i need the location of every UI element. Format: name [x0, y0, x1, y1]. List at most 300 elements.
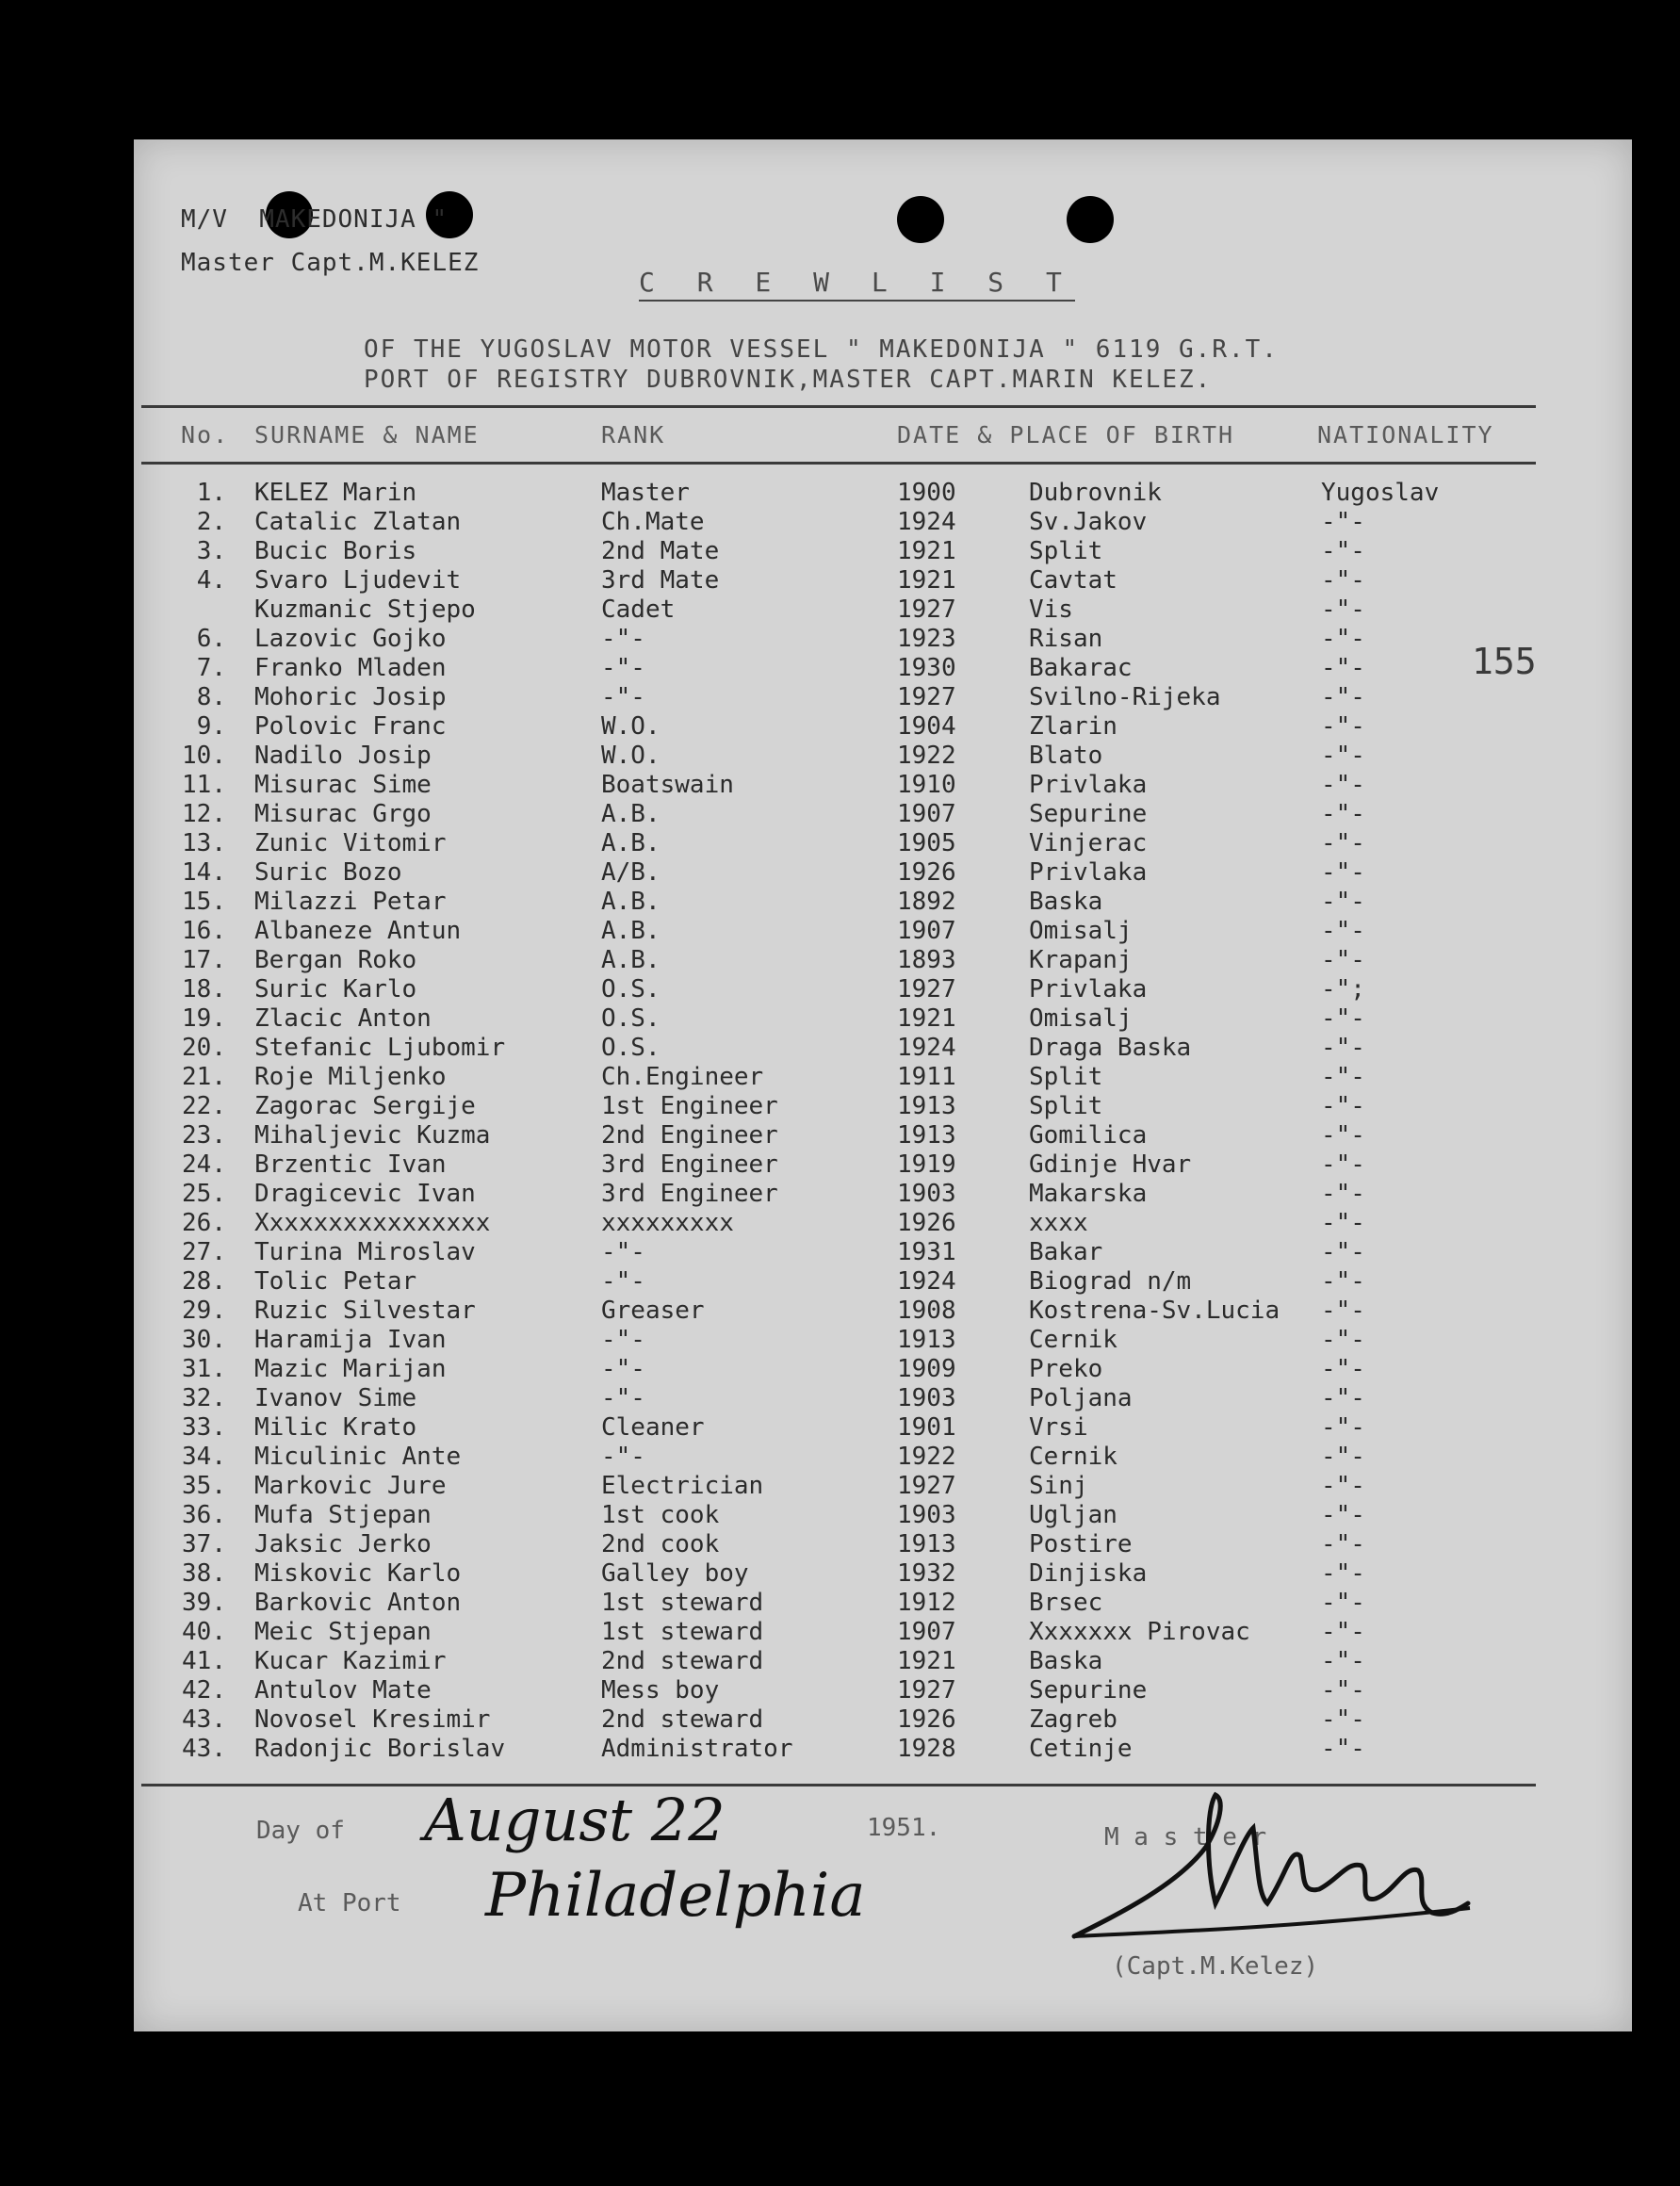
crew-nationality: -"-: [1321, 1150, 1365, 1179]
crew-rank: 2nd steward: [601, 1647, 764, 1675]
crew-birth-place: Kostrena-Sv.Lucia: [1029, 1297, 1280, 1325]
crew-rank: Administrator: [601, 1735, 793, 1763]
crew-no: 17.: [182, 946, 226, 974]
crew-birth-year: 1921: [897, 1004, 956, 1033]
crew-row: [0, 917, 1680, 946]
crew-birth-place: Cernik: [1029, 1443, 1117, 1471]
crew-name: Zagorac Sergije: [254, 1092, 476, 1120]
crew-birth-year: 1924: [897, 1267, 956, 1296]
year-label: 1951.: [867, 1814, 941, 1842]
crew-birth-year: 1904: [897, 712, 956, 741]
crew-row: [0, 595, 1680, 625]
crew-rank: -"-: [601, 625, 645, 653]
crew-name: KELEZ Marin: [254, 479, 417, 507]
crew-name: Markovic Jure: [254, 1472, 447, 1500]
crew-nationality: -"-: [1321, 1063, 1365, 1091]
crew-rank: Cleaner: [601, 1413, 705, 1442]
crew-birth-place: Bakar: [1029, 1238, 1103, 1266]
crew-nationality: -"-: [1321, 1676, 1365, 1705]
crew-no: 37.: [182, 1530, 226, 1558]
crew-nationality: -"-: [1321, 1501, 1365, 1529]
crew-no: 40.: [182, 1618, 226, 1646]
crew-rank: Master: [601, 479, 690, 507]
crew-nationality: -"-: [1321, 1092, 1365, 1120]
crew-nationality: -"-: [1321, 742, 1365, 770]
crew-birth-place: Gdinje Hvar: [1029, 1150, 1192, 1179]
crew-birth-year: 1905: [897, 829, 956, 857]
crew-birth-place: Bakarac: [1029, 654, 1133, 682]
crew-row: [0, 771, 1680, 800]
crew-no: 33.: [182, 1413, 226, 1442]
crew-birth-year: 1922: [897, 742, 956, 770]
crew-nationality: -"-: [1321, 1384, 1365, 1412]
crew-name: Ivanov Sime: [254, 1384, 417, 1412]
crew-birth-place: Split: [1029, 1063, 1103, 1091]
crew-nationality: -"-: [1321, 888, 1365, 916]
crew-rank: Mess boy: [601, 1676, 720, 1705]
crew-nationality: -"-: [1321, 917, 1365, 945]
crew-birth-year: 1910: [897, 771, 956, 799]
crew-no: 18.: [182, 975, 226, 1003]
crew-name: Xxxxxxxxxxxxxxxx: [254, 1209, 491, 1237]
crew-birth-year: 1908: [897, 1297, 956, 1325]
crew-birth-place: Ugljan: [1029, 1501, 1117, 1529]
crew-no: 2.: [196, 508, 226, 536]
crew-no: 3.: [196, 537, 226, 565]
crew-row: [0, 946, 1680, 975]
crew-nationality: -"-: [1321, 1326, 1365, 1354]
handwritten-port: Philadelphia: [485, 1861, 866, 1931]
crew-birth-year: 1919: [897, 1150, 956, 1179]
crew-name: Meic Stjepan: [254, 1618, 432, 1646]
crew-row: [0, 1297, 1680, 1326]
crew-name: Barkovic Anton: [254, 1589, 462, 1617]
crew-rank: A/B.: [601, 858, 661, 887]
crew-rank: O.S.: [601, 975, 661, 1003]
crew-no: 19.: [182, 1004, 226, 1033]
crew-birth-place: Sepurine: [1029, 800, 1148, 828]
crew-no: 6.: [196, 625, 226, 653]
crew-nationality: -"-: [1321, 683, 1365, 711]
crew-nationality: -"-: [1321, 566, 1365, 595]
crew-rank: Cadet: [601, 595, 676, 624]
crew-name: Mazic Marijan: [254, 1355, 447, 1383]
crew-no: 31.: [182, 1355, 226, 1383]
crew-no: 16.: [182, 917, 226, 945]
crew-no: 21.: [182, 1063, 226, 1091]
crew-birth-place: Preko: [1029, 1355, 1103, 1383]
crew-no: 13.: [182, 829, 226, 857]
crew-nationality: -"-: [1321, 1413, 1365, 1442]
crew-birth-year: 1911: [897, 1063, 956, 1091]
crew-no: 32.: [182, 1384, 226, 1412]
crew-name: Brzentic Ivan: [254, 1150, 447, 1179]
crew-no: 1.: [196, 479, 226, 507]
punch-hole: [1067, 196, 1114, 243]
crew-birth-year: 1913: [897, 1092, 956, 1120]
crew-no: 11.: [182, 771, 226, 799]
crew-name: Miskovic Karlo: [254, 1559, 462, 1588]
port-of-registry: PORT OF REGISTRY DUBROVNIK,MASTER CAPT.MARIN KELEZ.: [364, 366, 1213, 394]
crew-nationality: Yugoslav: [1321, 479, 1440, 507]
crew-row: [0, 625, 1680, 654]
crew-birth-place: Privlaka: [1029, 975, 1148, 1003]
crew-rank: O.S.: [601, 1034, 661, 1062]
crew-rank: Ch.Mate: [601, 508, 705, 536]
crew-no: 22.: [182, 1092, 226, 1120]
crew-row: [0, 1384, 1680, 1413]
crew-row: [0, 1413, 1680, 1443]
crew-row: [0, 683, 1680, 712]
crew-rank: A.B.: [601, 888, 661, 916]
crew-name: Suric Bozo: [254, 858, 402, 887]
crew-birth-year: 1926: [897, 1705, 956, 1734]
crew-name: Polovic Franc: [254, 712, 447, 741]
crew-row: [0, 1326, 1680, 1355]
crew-no: 20.: [182, 1034, 226, 1062]
crew-rank: A.B.: [601, 917, 661, 945]
crew-no: 14.: [182, 858, 226, 887]
crew-no: 39.: [182, 1589, 226, 1617]
crew-rank: 3rd Engineer: [601, 1180, 778, 1208]
crew-birth-year: 1931: [897, 1238, 956, 1266]
crew-row: [0, 1443, 1680, 1472]
crew-birth-place: Privlaka: [1029, 771, 1148, 799]
crew-rank: -"-: [601, 1355, 645, 1383]
crew-name: Albaneze Antun: [254, 917, 462, 945]
column-header-birth: DATE & PLACE OF BIRTH: [897, 421, 1235, 449]
crew-nationality: -"-: [1321, 1618, 1365, 1646]
crew-birth-year: 1907: [897, 800, 956, 828]
crew-birth-year: 1912: [897, 1589, 956, 1617]
crew-row: [0, 1676, 1680, 1705]
crew-rank: 1st steward: [601, 1618, 764, 1646]
crew-no: 29.: [182, 1297, 226, 1325]
crew-nationality: -"-: [1321, 1705, 1365, 1734]
crew-nationality: -"-: [1321, 508, 1365, 536]
crew-rank: -"-: [601, 683, 645, 711]
crew-no: 35.: [182, 1472, 226, 1500]
crew-name: Miculinic Ante: [254, 1443, 462, 1471]
crew-nationality: -"-: [1321, 771, 1365, 799]
day-label: Day of: [256, 1817, 345, 1845]
column-header-rank: RANK: [601, 421, 666, 449]
crew-birth-year: 1930: [897, 654, 956, 682]
crew-rank: Ch.Engineer: [601, 1063, 764, 1091]
crew-no: 43.: [182, 1735, 226, 1763]
crew-row: [0, 800, 1680, 829]
crew-no: 25.: [182, 1180, 226, 1208]
crew-birth-year: 1927: [897, 683, 956, 711]
crew-rank: -"-: [601, 654, 645, 682]
crew-name: Suric Karlo: [254, 975, 417, 1003]
crew-no: 28.: [182, 1267, 226, 1296]
crew-birth-place: Cetinje: [1029, 1735, 1133, 1763]
crew-birth-place: Zagreb: [1029, 1705, 1117, 1734]
crew-birth-place: Poljana: [1029, 1384, 1133, 1412]
crew-birth-place: Cavtat: [1029, 566, 1117, 595]
crew-birth-place: Sv.Jakov: [1029, 508, 1148, 536]
crew-rank: A.B.: [601, 829, 661, 857]
crew-birth-place: Vrsi: [1029, 1413, 1088, 1442]
crew-name: Antulov Mate: [254, 1676, 432, 1705]
crew-name: Milic Krato: [254, 1413, 417, 1442]
crew-row: [0, 479, 1680, 508]
crew-birth-place: Zlarin: [1029, 712, 1117, 741]
crew-name: Bucic Boris: [254, 537, 417, 565]
crew-row: [0, 1267, 1680, 1297]
crew-birth-place: Omisalj: [1029, 917, 1133, 945]
crew-nationality: -"-: [1321, 1589, 1365, 1617]
crew-rank: -"-: [601, 1326, 645, 1354]
crew-row: [0, 1209, 1680, 1238]
crew-no: 12.: [182, 800, 226, 828]
crew-name: Franko Mladen: [254, 654, 447, 682]
crew-nationality: -"-: [1321, 1472, 1365, 1500]
crew-name: Misurac Grgo: [254, 800, 432, 828]
crew-row: [0, 1705, 1680, 1735]
header-rule-top: [141, 405, 1536, 408]
crew-birth-place: Xxxxxxx Pirovac: [1029, 1618, 1250, 1646]
crew-rank: W.O.: [601, 742, 661, 770]
crew-birth-place: Sepurine: [1029, 1676, 1148, 1705]
crew-name: Milazzi Petar: [254, 888, 447, 916]
crew-nationality: -"-: [1321, 1238, 1365, 1266]
crew-nationality: -"-: [1321, 712, 1365, 741]
crew-rank: Electrician: [601, 1472, 764, 1500]
port-label: At Port: [298, 1889, 401, 1917]
crew-rank: 3rd Mate: [601, 566, 720, 595]
crew-row: [0, 1530, 1680, 1559]
crew-name: Ruzic Silvestar: [254, 1297, 476, 1325]
crew-no: 36.: [182, 1501, 226, 1529]
crew-birth-year: 1909: [897, 1355, 956, 1383]
crew-rank: A.B.: [601, 946, 661, 974]
crew-nationality: -"-: [1321, 537, 1365, 565]
crew-no: 30.: [182, 1326, 226, 1354]
crew-rank: 2nd Mate: [601, 537, 720, 565]
crew-rank: 2nd Engineer: [601, 1121, 778, 1150]
crew-name: Kuzmanic Stjepo: [254, 595, 476, 624]
crew-birth-year: 1927: [897, 1676, 956, 1705]
crew-row: [0, 1092, 1680, 1121]
crew-nationality: -"-: [1321, 1267, 1365, 1296]
crew-rank: -"-: [601, 1443, 645, 1471]
crew-rank: A.B.: [601, 800, 661, 828]
crew-name: Haramija Ivan: [254, 1326, 447, 1354]
crew-birth-place: Split: [1029, 1092, 1103, 1120]
crew-nationality: -";: [1321, 975, 1365, 1003]
crew-birth-place: Baska: [1029, 1647, 1103, 1675]
crew-name: Dragicevic Ivan: [254, 1180, 476, 1208]
crew-nationality: -"-: [1321, 595, 1365, 624]
master-line: Master Capt.M.KELEZ: [181, 249, 480, 277]
crew-birth-year: 1913: [897, 1121, 956, 1150]
crew-no: 23.: [182, 1121, 226, 1150]
crew-name: Stefanic Ljubomir: [254, 1034, 506, 1062]
crew-nationality: -"-: [1321, 858, 1365, 887]
crew-no: 34.: [182, 1443, 226, 1471]
crew-rank: 1st Engineer: [601, 1092, 778, 1120]
header-rule-bottom: [141, 462, 1536, 465]
crew-row: [0, 1618, 1680, 1647]
crew-row: [0, 888, 1680, 917]
crew-name: Kucar Kazimir: [254, 1647, 447, 1675]
crew-nationality: -"-: [1321, 1735, 1365, 1763]
crew-no: 38.: [182, 1559, 226, 1588]
crew-nationality: -"-: [1321, 625, 1365, 653]
crew-no: 26.: [182, 1209, 226, 1237]
crew-no: 4.: [196, 566, 226, 595]
crew-rank: Boatswain: [601, 771, 734, 799]
crew-nationality: -"-: [1321, 1355, 1365, 1383]
crew-name: Zunic Vitomir: [254, 829, 447, 857]
crew-no: 9.: [196, 712, 226, 741]
column-header-name: SURNAME & NAME: [254, 421, 480, 449]
crew-row: [0, 1121, 1680, 1150]
crew-nationality: -"-: [1321, 1180, 1365, 1208]
crew-rank: Galley boy: [601, 1559, 749, 1588]
crew-birth-place: Brsec: [1029, 1589, 1103, 1617]
crew-row: [0, 1501, 1680, 1530]
crew-birth-year: 1913: [897, 1530, 956, 1558]
crew-nationality: -"-: [1321, 946, 1365, 974]
crew-birth-place: Baska: [1029, 888, 1103, 916]
crew-name: Mufa Stjepan: [254, 1501, 432, 1529]
crew-name: Catalic Zlatan: [254, 508, 462, 536]
crew-name: Misurac Sime: [254, 771, 432, 799]
crew-birth-place: Dubrovnik: [1029, 479, 1162, 507]
crew-rank: 3rd Engineer: [601, 1150, 778, 1179]
crew-birth-year: 1903: [897, 1384, 956, 1412]
crew-no: 27.: [182, 1238, 226, 1266]
handwritten-date: August 22: [424, 1786, 726, 1854]
crew-row: [0, 1180, 1680, 1209]
crew-nationality: -"-: [1321, 1530, 1365, 1558]
crew-nationality: -"-: [1321, 1647, 1365, 1675]
crew-nationality: -"-: [1321, 1297, 1365, 1325]
crew-birth-place: Privlaka: [1029, 858, 1148, 887]
crew-row: [0, 1559, 1680, 1589]
crew-birth-year: 1913: [897, 1326, 956, 1354]
crew-row: [0, 654, 1680, 683]
crew-birth-year: 1926: [897, 858, 956, 887]
crew-birth-year: 1922: [897, 1443, 956, 1471]
crew-nationality: -"-: [1321, 800, 1365, 828]
crew-birth-place: Sinj: [1029, 1472, 1088, 1500]
crew-birth-place: Draga Baska: [1029, 1034, 1192, 1062]
crew-birth-year: 1928: [897, 1735, 956, 1763]
crew-birth-year: 1927: [897, 975, 956, 1003]
crew-nationality: -"-: [1321, 654, 1365, 682]
crew-birth-year: 1927: [897, 595, 956, 624]
crew-no: 10.: [182, 742, 226, 770]
crew-birth-year: 1921: [897, 1647, 956, 1675]
crew-no: 7.: [196, 654, 226, 682]
crew-birth-year: 1926: [897, 1209, 956, 1237]
crew-birth-year: 1921: [897, 537, 956, 565]
crew-nationality: -"-: [1321, 1559, 1365, 1588]
crew-row: [0, 975, 1680, 1004]
crew-no: 24.: [182, 1150, 226, 1179]
crew-birth-place: Biograd n/m: [1029, 1267, 1192, 1296]
crew-rank: 2nd cook: [601, 1530, 720, 1558]
crew-birth-place: xxxx: [1029, 1209, 1088, 1237]
crew-birth-year: 1927: [897, 1472, 956, 1500]
crew-birth-year: 1921: [897, 566, 956, 595]
crew-no: 41.: [182, 1647, 226, 1675]
crew-no: 8.: [196, 683, 226, 711]
crew-birth-year: 1907: [897, 1618, 956, 1646]
crew-birth-place: Cernik: [1029, 1326, 1117, 1354]
crew-rank: -"-: [601, 1238, 645, 1266]
crew-name: Bergan Roko: [254, 946, 417, 974]
signed-name: (Capt.M.Kelez): [1112, 1952, 1319, 1981]
crew-birth-place: Vinjerac: [1029, 829, 1148, 857]
crew-rank: 1st cook: [601, 1501, 720, 1529]
crew-rank: 2nd steward: [601, 1705, 764, 1734]
crew-birth-place: Vis: [1029, 595, 1073, 624]
crew-name: Turina Miroslav: [254, 1238, 476, 1266]
crew-name: Svaro Ljudevit: [254, 566, 462, 595]
crew-birth-place: Risan: [1029, 625, 1103, 653]
crew-row: [0, 537, 1680, 566]
crew-name: Nadilo Josip: [254, 742, 432, 770]
crew-birth-year: 1900: [897, 479, 956, 507]
crew-name: Mihaljevic Kuzma: [254, 1121, 491, 1150]
side-page-number: 155: [1472, 641, 1537, 682]
crew-rank: xxxxxxxxx: [601, 1209, 734, 1237]
crew-rank: -"-: [601, 1384, 645, 1412]
crew-birth-year: 1907: [897, 917, 956, 945]
crew-row: [0, 1004, 1680, 1034]
crew-birth-place: Omisalj: [1029, 1004, 1133, 1033]
crew-nationality: -"-: [1321, 1121, 1365, 1150]
crew-birth-place: Dinjiska: [1029, 1559, 1148, 1588]
crew-birth-year: 1893: [897, 946, 956, 974]
crew-rank: -"-: [601, 1267, 645, 1296]
crew-row: [0, 508, 1680, 537]
crew-rank: O.S.: [601, 1004, 661, 1033]
crew-name: Roje Miljenko: [254, 1063, 447, 1091]
master-signature: [1065, 1771, 1479, 1950]
crew-row: [0, 1063, 1680, 1092]
crew-birth-place: Blato: [1029, 742, 1103, 770]
crew-name: Novosel Kresimir: [254, 1705, 491, 1734]
crew-name: Jaksic Jerko: [254, 1530, 432, 1558]
crew-row: [0, 1238, 1680, 1267]
crew-nationality: -"-: [1321, 1443, 1365, 1471]
crew-row: [0, 1355, 1680, 1384]
crew-row: [0, 712, 1680, 742]
crew-row: [0, 1647, 1680, 1676]
crew-no: 15.: [182, 888, 226, 916]
crew-rank: Greaser: [601, 1297, 705, 1325]
crew-row: [0, 829, 1680, 858]
crew-birth-year: 1903: [897, 1180, 956, 1208]
document-title: C R E W L I S T: [639, 267, 1075, 302]
crew-birth-place: Krapanj: [1029, 946, 1133, 974]
crew-nationality: -"-: [1321, 1004, 1365, 1033]
crew-nationality: -"-: [1321, 829, 1365, 857]
master-label: M a s t e r: [1104, 1823, 1267, 1852]
crew-row: [0, 742, 1680, 771]
crew-row: [0, 1472, 1680, 1501]
crew-rank: 1st steward: [601, 1589, 764, 1617]
crew-row: [0, 1589, 1680, 1618]
crew-birth-year: 1924: [897, 1034, 956, 1062]
column-header-no: No.: [181, 421, 230, 449]
